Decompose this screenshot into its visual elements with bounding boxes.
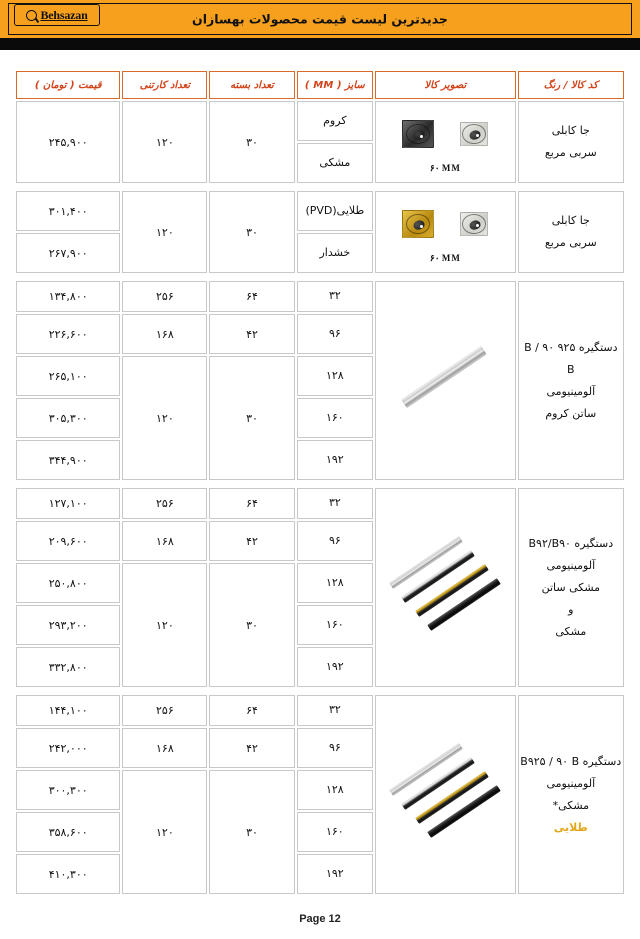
product-code-line: دستگیره B۹۲/B۹۰ [528, 536, 614, 550]
carton-cell: ۱۲۰ [122, 770, 207, 894]
block-separator [16, 482, 624, 486]
page-footer: Page 12 [299, 913, 341, 925]
bar-group [386, 736, 504, 854]
product-code-line: دستگیره ۹۲۵ B / ۹۰ B [524, 340, 618, 376]
table-body [16, 101, 624, 900]
table-row [16, 101, 624, 141]
product-image-cell [375, 281, 515, 480]
size-cell: ۱۲۸ [297, 770, 374, 810]
size-cell: ۳۲ [297, 281, 374, 312]
pack-cell: ۴۲ [209, 728, 294, 768]
size-cell: ۹۶ [297, 314, 374, 354]
product-code-line: ساتن کروم [545, 406, 597, 420]
size-cell: کروم [297, 101, 374, 141]
size-cell: ۹۶ [297, 521, 374, 561]
product-image [376, 200, 514, 264]
price-sheet [0, 69, 640, 902]
size-cell: ۱۹۲ [297, 440, 374, 480]
price-cell: ۲۵۰,۸۰۰ [16, 563, 120, 603]
brand-logo [14, 4, 100, 26]
size-cell: ۹۶ [297, 728, 374, 768]
pack-cell: ۶۴ [209, 695, 294, 726]
page-banner [0, 0, 640, 38]
product-code-line: دستگیره B۹۲۵ / ۹۰ B [520, 754, 622, 768]
product-code-line: مشکی ساتن [541, 580, 601, 594]
price-cell: ۱۴۴,۱۰۰ [16, 695, 120, 726]
pack-cell: ۳۰ [209, 101, 294, 183]
pack-cell: ۴۲ [209, 521, 294, 561]
product-plate-chrome [460, 122, 488, 146]
table-row [16, 488, 624, 519]
product-code-line: جا کابلی [551, 214, 590, 227]
size-cell: ۱۶۰ [297, 605, 374, 645]
pack-cell: ۶۴ [209, 488, 294, 519]
product-code-line: و [568, 602, 574, 616]
bar-group [386, 322, 504, 440]
product-code-line: سربی مربع [544, 146, 597, 159]
size-cell: ۳۲ [297, 695, 374, 726]
plate-group [376, 200, 514, 248]
price-cell: ۳۳۲,۸۰۰ [16, 647, 120, 687]
price-table [14, 69, 626, 902]
size-cell: ۱۲۸ [297, 563, 374, 603]
table-row [16, 191, 624, 231]
block-separator [16, 185, 624, 189]
price-cell: ۲۶۷,۹۰۰ [16, 233, 120, 273]
column-header-price: قیمت ( تومان ) [16, 71, 120, 99]
block-separator [16, 275, 624, 279]
product-code-line: مشکی* [552, 798, 590, 812]
carton-cell: ۲۵۶ [122, 488, 207, 519]
pack-cell: ۳۰ [209, 191, 294, 273]
pack-cell: ۳۰ [209, 356, 294, 480]
carton-cell: ۱۶۸ [122, 728, 207, 768]
product-code-cell [518, 695, 624, 894]
product-code-cell [518, 488, 624, 687]
banner-frame [8, 3, 632, 35]
price-cell: ۲۶۵,۱۰۰ [16, 356, 120, 396]
column-header-size: سایز ( MM ) [297, 71, 374, 99]
carton-cell: ۱۲۰ [122, 356, 207, 480]
product-image [376, 529, 514, 647]
size-caption: ۶۰ MM [429, 253, 461, 263]
product-code-accent: طلایی [553, 820, 588, 834]
bar-group [386, 529, 504, 647]
product-image [376, 110, 514, 174]
price-cell: ۲۲۶,۶۰۰ [16, 314, 120, 354]
product-image [376, 736, 514, 854]
price-cell: ۳۰۱,۴۰۰ [16, 191, 120, 231]
size-cell: ۱۲۸ [297, 356, 374, 396]
price-cell: ۱۳۴,۸۰۰ [16, 281, 120, 312]
table-row [16, 695, 624, 726]
carton-cell: ۲۵۶ [122, 281, 207, 312]
product-image [376, 322, 514, 440]
size-cell: ۱۹۲ [297, 647, 374, 687]
carton-cell: ۱۲۰ [122, 101, 207, 183]
price-cell: ۳۰۵,۳۰۰ [16, 398, 120, 438]
size-cell: مشکی [297, 143, 374, 183]
column-header-pack: تعداد بسته [209, 71, 294, 99]
price-cell: ۲۴۲,۰۰۰ [16, 728, 120, 768]
size-cell: ۱۹۲ [297, 854, 374, 894]
product-bar-chrome [402, 346, 487, 408]
pack-cell: ۶۴ [209, 281, 294, 312]
banner-title: جدیدترین لیست قیمت محصولات بهسازان [192, 11, 448, 27]
carton-cell: ۱۶۸ [122, 314, 207, 354]
column-header-image: تصویر کالا [375, 71, 515, 99]
product-code-cell [518, 191, 624, 273]
price-cell: ۳۵۸,۶۰۰ [16, 812, 120, 852]
pack-cell: ۳۰ [209, 770, 294, 894]
size-cell: خشدار [297, 233, 374, 273]
price-cell: ۴۱۰,۳۰۰ [16, 854, 120, 894]
block-separator [16, 689, 624, 693]
size-cell: ۳۲ [297, 488, 374, 519]
brand-name: Behsazan [40, 7, 88, 22]
column-header-ctn: تعداد کارتنی [122, 71, 207, 99]
product-code-line: آلومینیومی [546, 384, 596, 398]
circle-logo-icon [26, 10, 37, 21]
size-cell: ۱۶۰ [297, 398, 374, 438]
carton-cell: ۱۲۰ [122, 563, 207, 687]
pack-cell: ۴۲ [209, 314, 294, 354]
size-caption: ۶۰ MM [429, 163, 461, 173]
product-code-line: آلومینیومی [546, 776, 596, 790]
table-header-row [16, 71, 624, 99]
product-image-cell [375, 191, 515, 273]
carton-cell: ۲۵۶ [122, 695, 207, 726]
plate-group [376, 110, 514, 158]
product-code-line: آلومینیومی [546, 558, 596, 572]
product-image-cell [375, 488, 515, 687]
product-code-line: مشکی [555, 624, 587, 638]
column-header-code: کد کالا / رنگ [518, 71, 624, 99]
product-image-cell [375, 695, 515, 894]
product-plate-chrome [460, 212, 488, 236]
table-row [16, 281, 624, 312]
product-code-line: سربی مربع [544, 236, 597, 249]
price-cell: ۱۲۷,۱۰۰ [16, 488, 120, 519]
price-cell: ۳۴۴,۹۰۰ [16, 440, 120, 480]
pack-cell: ۳۰ [209, 563, 294, 687]
banner-underline [0, 38, 640, 50]
carton-cell: ۱۲۰ [122, 191, 207, 273]
product-code-cell [518, 281, 624, 480]
size-cell: طلایی(PVD) [297, 191, 374, 231]
block-separator [16, 896, 624, 900]
product-image-cell [375, 101, 515, 183]
product-code-cell [518, 101, 624, 183]
product-code-line: جا کابلی [551, 124, 590, 137]
price-cell: ۲۹۳,۲۰۰ [16, 605, 120, 645]
product-plate-gold [402, 210, 434, 238]
carton-cell: ۱۶۸ [122, 521, 207, 561]
price-cell: ۳۰۰,۳۰۰ [16, 770, 120, 810]
price-cell: ۲۰۹,۶۰۰ [16, 521, 120, 561]
product-plate-black [402, 120, 434, 148]
price-cell: ۲۴۵,۹۰۰ [16, 101, 120, 183]
size-cell: ۱۶۰ [297, 812, 374, 852]
